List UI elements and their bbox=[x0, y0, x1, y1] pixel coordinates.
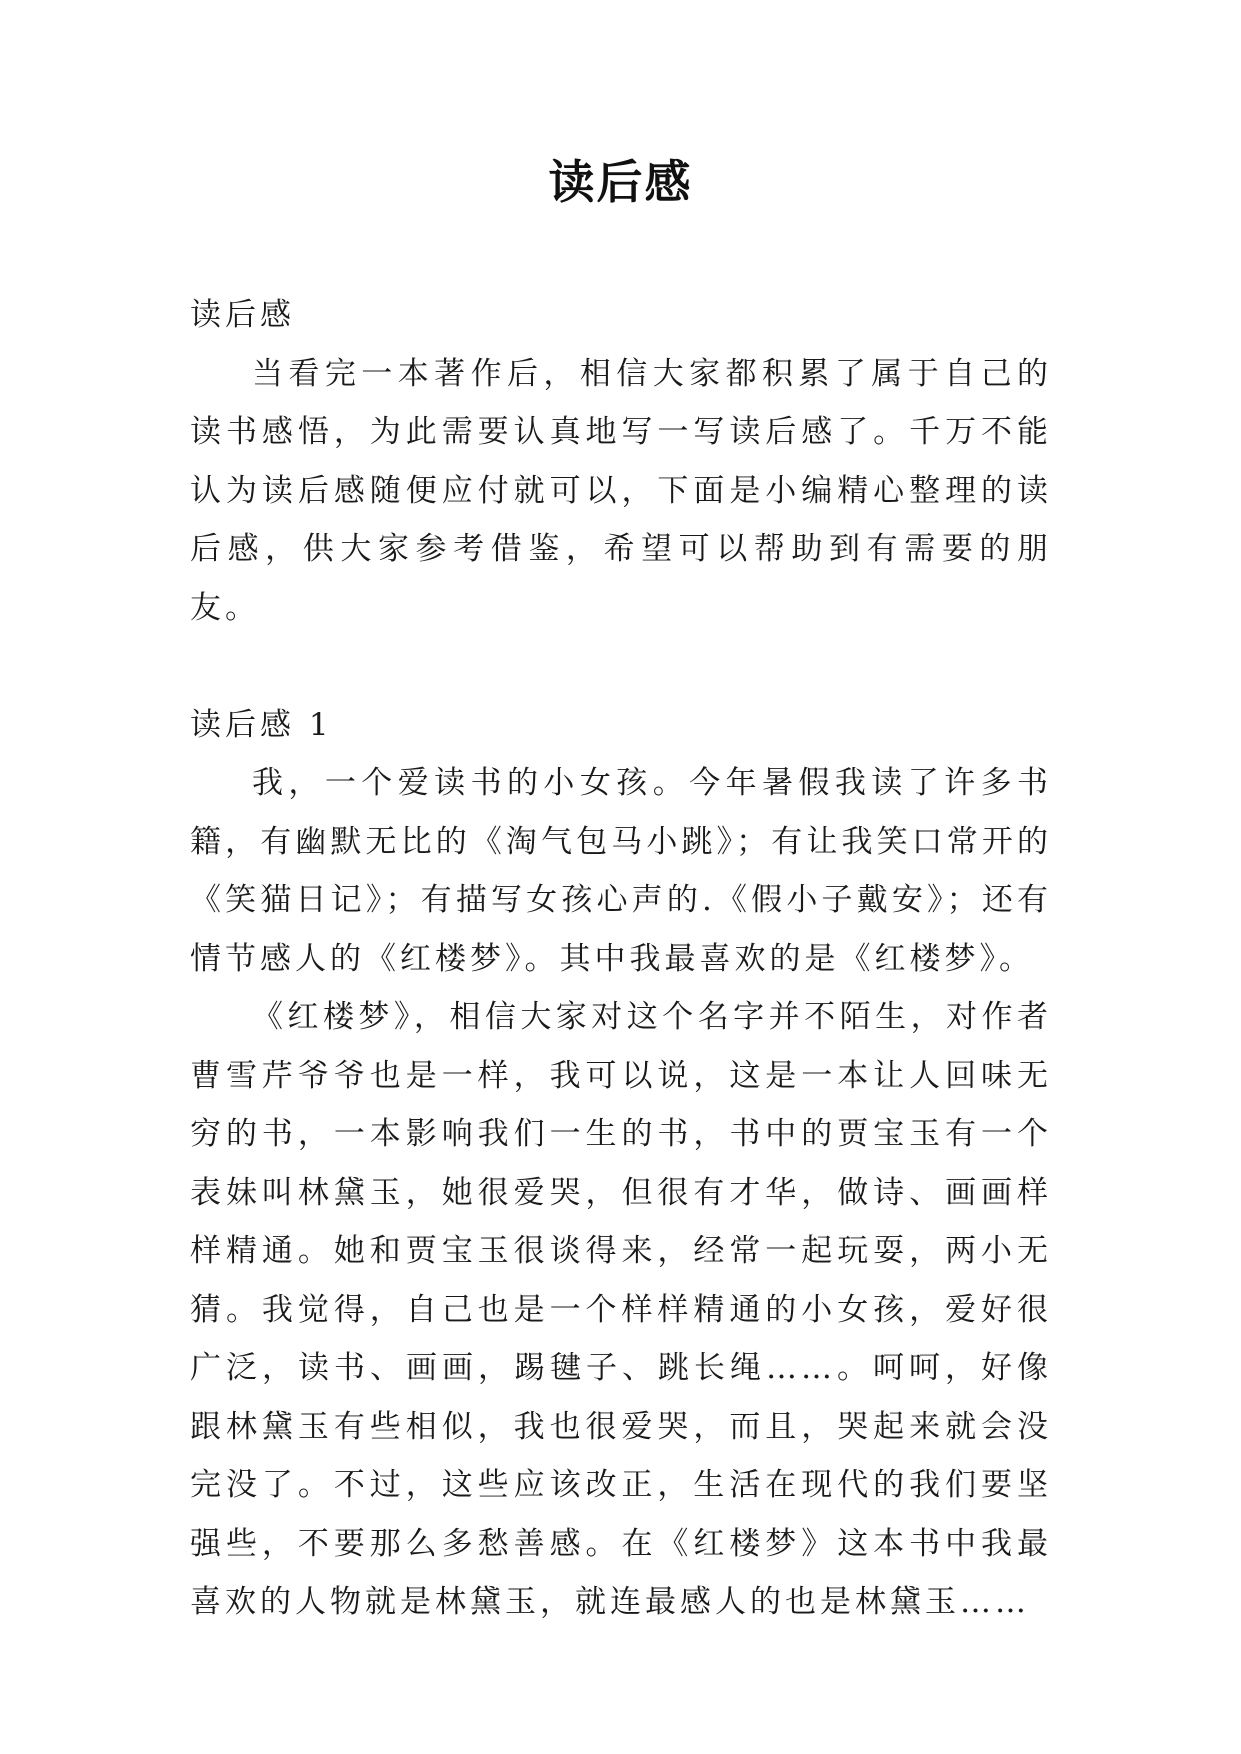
intro-heading: 读后感 bbox=[190, 297, 295, 333]
intro-paragraph: 当看完一本著作后，相信大家都积累了属于自己的读书感悟，为此需要认真地写一写读后感了。千万不能认为读后感随便应付就可以，下面是小编精心整理的读后感，供大家参考借鉴，希望可以帮助到有需要的朋友。 bbox=[190, 355, 1052, 626]
document-body bbox=[190, 286, 1052, 1632]
section1-paragraph-2: 《红楼梦》，相信大家对这个名字并不陌生，对作者曹雪芹爷爷也是一样，我可以说，这是一本让人回味无穷的书，一本影响我们一生的书，书中的贾宝玉有一个表妹叫林黛玉，她很爱哭，但很有才华，做诗、画画样样精通。她和贾宝玉很谈得来，经常一起玩耍，两小无猜。我觉得，自己也是一个样样精通的小女孩，爱好很广泛，读书、画画，踢毽子、跳长绳……。呵呵，好像跟林黛玉有些相似，我也很爱哭，而且，哭起来就会没完没了。不过，这些应该改正，生活在现代的我们要坚强些，不要那么多愁善感。在《红楼梦》这本书中我最喜欢的人物就是林黛玉，就连最感人的也是林黛玉…… bbox=[190, 999, 1052, 1620]
section1-paragraph-1: 我，一个爱读书的小女孩。今年暑假我读了许多书籍，有幽默无比的《淘气包马小跳》；有让我笑口常开的《笑猫日记》；有描写女孩心声的.《假小子戴安》；还有情节感人的《红楼梦》。其中我最喜欢的是《红楼梦》。 bbox=[190, 765, 1052, 977]
document-title: 读后感 bbox=[548, 155, 693, 209]
section1-heading: 读后感 1 bbox=[190, 706, 333, 743]
section-spacer bbox=[190, 637, 1052, 696]
